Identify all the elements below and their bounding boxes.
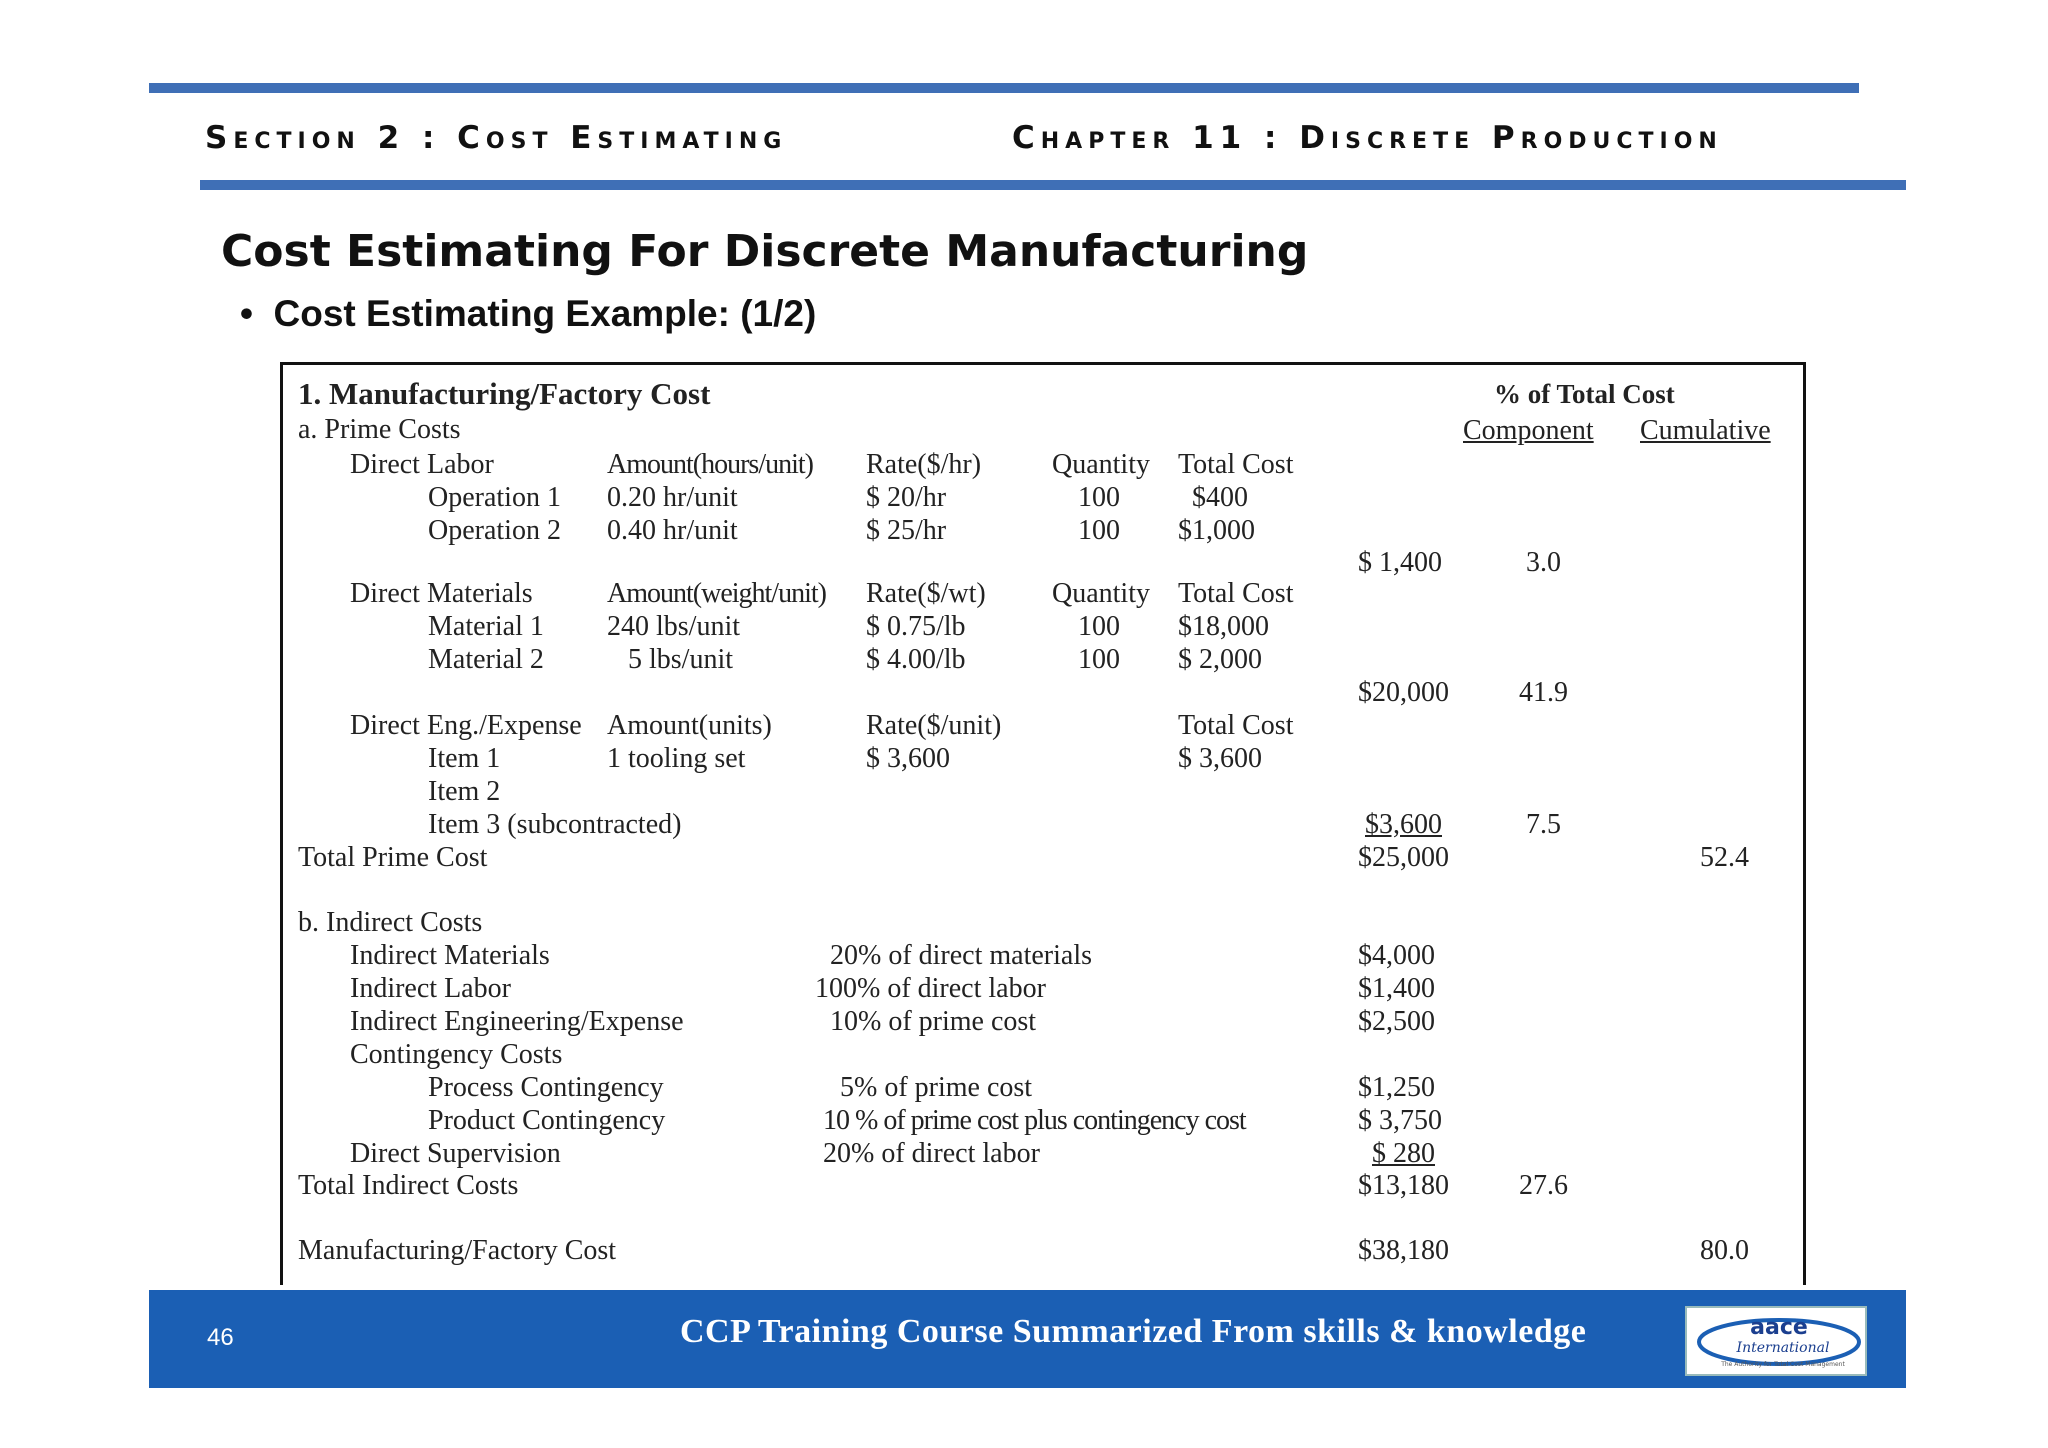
dm-row-total: $18,000: [1178, 611, 1269, 642]
dl-row-name: Operation 1: [428, 482, 561, 513]
footer-text: CCP Training Course Summarized From skills & knowledge: [680, 1313, 1587, 1350]
total-prime-label: Total Prime Cost: [298, 842, 488, 873]
dl-row-total: $400: [1192, 482, 1248, 513]
dm-row-rate: $ 4.00/lb: [866, 644, 966, 675]
dl-row-qty: 100: [1078, 482, 1120, 513]
total-prime-cumulative: 52.4: [1700, 842, 1749, 873]
indirect-row-value: $2,500: [1358, 1006, 1435, 1037]
logo-wordmark: aace: [1750, 1315, 1808, 1340]
indirect-row-name: Indirect Labor: [350, 973, 511, 1004]
mfg-cost-cumulative: 80.0: [1700, 1235, 1749, 1266]
de-item1: Item 1: [428, 743, 501, 774]
page-number: 46: [207, 1324, 234, 1351]
dm-row-qty: 100: [1078, 611, 1120, 642]
de-total-header: Total Cost: [1178, 710, 1294, 741]
dl-total-header: Total Cost: [1178, 449, 1294, 480]
logo-subword: International: [1736, 1340, 1830, 1356]
dl-row-rate: $ 20/hr: [866, 482, 947, 513]
de-item1-amt: 1 tooling set: [607, 743, 746, 774]
dl-amt-header: Amount(hours/unit): [607, 449, 813, 480]
dm-total-header: Total Cost: [1178, 578, 1294, 609]
de-subtotal: $3,600: [1365, 809, 1442, 840]
dl-rate-header: Rate($/hr): [866, 449, 982, 480]
process-contingency-desc: 5% of prime cost: [840, 1072, 1033, 1103]
prime-costs-label: a. Prime Costs: [298, 414, 461, 445]
dm-subtotal: $20,000: [1358, 677, 1449, 708]
de-label: Direct Eng./Expense: [350, 710, 582, 741]
component-header: Component: [1463, 415, 1594, 446]
indirect-row-value: $1,400: [1358, 973, 1435, 1004]
dl-label: Direct Labor: [350, 449, 494, 480]
dm-row-amt: 240 lbs/unit: [607, 611, 741, 642]
dl-subtotal: $ 1,400: [1358, 547, 1442, 578]
bullet-heading: • Cost Estimating Example: (1/2): [240, 293, 817, 334]
direct-supervision-value: $ 280: [1372, 1138, 1435, 1169]
indirect-row-value: $4,000: [1358, 940, 1435, 971]
cumulative-header: Cumulative: [1640, 415, 1771, 446]
dm-pct: 41.9: [1519, 677, 1568, 708]
process-contingency-value: $1,250: [1358, 1072, 1435, 1103]
de-item2: Item 2: [428, 776, 501, 807]
dl-row-amt: 0.40 hr/unit: [607, 515, 738, 546]
dm-amt-header: Amount(weight/unit): [607, 578, 826, 609]
dl-row-name: Operation 2: [428, 515, 561, 546]
process-contingency-label: Process Contingency: [428, 1072, 664, 1103]
chapter-label: Chapter 11 : Discrete Production: [1012, 120, 1723, 156]
header-top-rule: [149, 83, 1859, 93]
pct-heading: % of Total Cost: [1494, 379, 1675, 409]
mfg-cost-value: $38,180: [1358, 1235, 1449, 1266]
dl-row-rate: $ 25/hr: [866, 515, 947, 546]
header-bottom-rule: [200, 180, 1906, 190]
de-amt-header: Amount(units): [607, 710, 772, 741]
dl-row-qty: 100: [1078, 515, 1120, 546]
contingency-label: Contingency Costs: [350, 1039, 563, 1070]
indirect-label: b. Indirect Costs: [298, 907, 483, 938]
dl-pct: 3.0: [1526, 547, 1561, 578]
dm-rate-header: Rate($/wt): [866, 578, 986, 609]
dl-row-amt: 0.20 hr/unit: [607, 482, 738, 513]
de-item1-total: $ 3,600: [1178, 743, 1262, 774]
de-pct: 7.5: [1526, 809, 1561, 840]
dl-row-total: $1,000: [1178, 515, 1255, 546]
product-contingency-label: Product Contingency: [428, 1105, 666, 1136]
dm-row-name: Material 2: [428, 644, 544, 675]
indirect-row-desc: 20% of direct materials: [830, 940, 1093, 971]
dm-qty-header: Quantity: [1052, 578, 1150, 609]
dm-row-name: Material 1: [428, 611, 544, 642]
mfg-cost-label: Manufacturing/Factory Cost: [298, 1235, 617, 1266]
dl-qty-header: Quantity: [1052, 449, 1150, 480]
dm-row-total: $ 2,000: [1178, 644, 1262, 675]
logo-tagline: The Authority for Total Cost Management: [1721, 1361, 1845, 1368]
total-prime-value: $25,000: [1358, 842, 1449, 873]
indirect-row-name: Indirect Engineering/Expense: [350, 1006, 684, 1037]
total-indirect-value: $13,180: [1358, 1170, 1449, 1201]
de-rate-header: Rate($/unit): [866, 710, 1002, 741]
indirect-row-desc: 100% of direct labor: [815, 973, 1046, 1004]
dm-row-amt: 5 lbs/unit: [628, 644, 734, 675]
de-item3: Item 3 (subcontracted): [428, 809, 682, 840]
direct-supervision-desc: 20% of direct labor: [823, 1138, 1040, 1169]
indirect-row-desc: 10% of prime cost: [830, 1006, 1037, 1037]
dm-row-qty: 100: [1078, 644, 1120, 675]
direct-supervision-label: Direct Supervision: [350, 1138, 561, 1169]
aace-logo: [1685, 1306, 1867, 1376]
dm-row-rate: $ 0.75/lb: [866, 611, 966, 642]
product-contingency-desc: 10 % of prime cost plus contingency cost: [823, 1105, 1246, 1136]
total-indirect-label: Total Indirect Costs: [298, 1170, 519, 1201]
de-item1-rate: $ 3,600: [866, 743, 950, 774]
bullet-text: Cost Estimating Example: (1/2): [273, 293, 817, 334]
product-contingency-value: $ 3,750: [1358, 1105, 1442, 1136]
table-heading: 1. Manufacturing/Factory Cost: [298, 376, 711, 411]
indirect-row-name: Indirect Materials: [350, 940, 550, 971]
page-title: Cost Estimating For Discrete Manufacturing: [221, 226, 1309, 277]
section-label: Section 2 : Cost Estimating: [205, 120, 788, 156]
aace-logo-graphic: [1687, 1308, 1865, 1374]
dm-label: Direct Materials: [350, 578, 533, 609]
total-indirect-pct: 27.6: [1519, 1170, 1568, 1201]
